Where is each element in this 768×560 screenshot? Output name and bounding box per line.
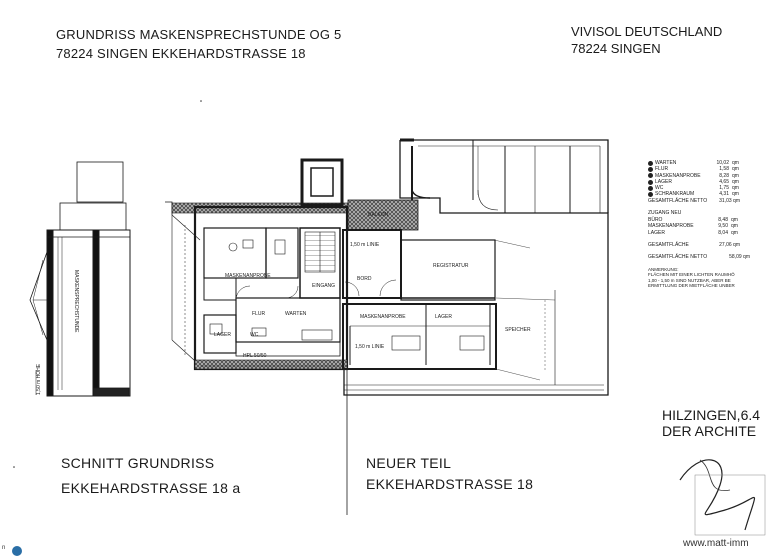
room-label-flur: FLUR (252, 311, 266, 317)
plan-address: 78224 SINGEN EKKEHARDSTRASSE 18 (56, 46, 306, 61)
legend-row: FLUR 1,58 qm (648, 166, 768, 172)
legend-total: GESAMTFLÄCHE NETTO 31,03 qm (648, 197, 740, 204)
legend-total: GESAMTFLÄCHE 27,06 qm (648, 241, 740, 248)
signature-place-date: HILZINGEN,6.4 (662, 407, 761, 423)
legend-notes: ANMERKUNG: FLÄCHEN MIT EINER LICHTEN RAUMHÖ 1,00 - 1,50 m SIND NUTZBAR, ABER BE ERMITTLUNG DER MIETFLÄCHE UNBER (648, 266, 735, 289)
room-label-maskenanprobe: MASKENANPROBE (225, 273, 271, 279)
room-label-balkon: BALKON (368, 212, 389, 218)
section-label: MASKENSPRECHSTUNDE (73, 270, 79, 333)
room-label-hpl: HPL 50/50 (243, 353, 267, 359)
legend-row: LAGER 8,04 qm (648, 229, 738, 236)
room-label-lager: LAGER (214, 332, 231, 338)
legend-row: MASKENANPROBE 9,50 qm (648, 223, 738, 230)
room-label-maskenanprobe-neu: MASKENANPROBE (360, 314, 406, 320)
legend-row: MASKENANPROBE 8,28 qm (648, 173, 768, 179)
linie-label-top: 1,50 m LINIE (350, 242, 380, 248)
caption-new-part-address: EKKEHARDSTRASSE 18 (366, 476, 534, 492)
caption-section-title: SCHNITT GRUNDRISS (61, 455, 215, 471)
logo-icon (12, 546, 22, 556)
room-label-bord: BORD (357, 276, 372, 282)
caption-new-part-title: NEUER TEIL (366, 455, 452, 471)
section-view (30, 162, 130, 396)
room-label-registratur: REGISTRATUR (433, 263, 469, 269)
legend-row: WARTEN 10,02 qm (648, 160, 768, 166)
room-label-warten: WARTEN (285, 311, 307, 317)
legend-row: WC 1,75 qm (648, 185, 768, 191)
page-marker: n (2, 545, 6, 551)
legend-section-title: ZUGANG NEU (648, 210, 682, 217)
section-height-label: 1,50 m HÖHE (36, 363, 42, 395)
room-label-speicher: SPEICHER (505, 327, 531, 333)
room-label-eingang: EINGANG (312, 283, 336, 289)
legend-row: BÜRO 8,48 qm (648, 217, 738, 224)
company-city: 78224 SINGEN (571, 41, 661, 56)
legend-row: SCHRANKRAUM 4,31 qm (648, 191, 768, 197)
room-label-lager-neu: LAGER (435, 314, 452, 320)
room-label-wc: WC (250, 332, 259, 338)
company-name: VIVISOL DEUTSCHLAND (571, 24, 723, 39)
caption-section-address: EKKEHARDSTRASSE 18 a (61, 480, 241, 496)
plan-title: GRUNDRISS MASKENSPRECHSTUNDE OG 5 (56, 27, 342, 42)
area-legend (648, 160, 768, 289)
legend-total: GESAMTFLÄCHE NETTO 58,09 qm (648, 254, 750, 261)
signature-architect: DER ARCHITE (662, 423, 757, 439)
linie-label-bottom: 1,50 m LINIE (355, 344, 385, 350)
legend-row: LAGER 4,65 qm (648, 179, 768, 185)
watermark: www.matt-imm (683, 538, 749, 549)
architect-stamp (670, 440, 768, 550)
